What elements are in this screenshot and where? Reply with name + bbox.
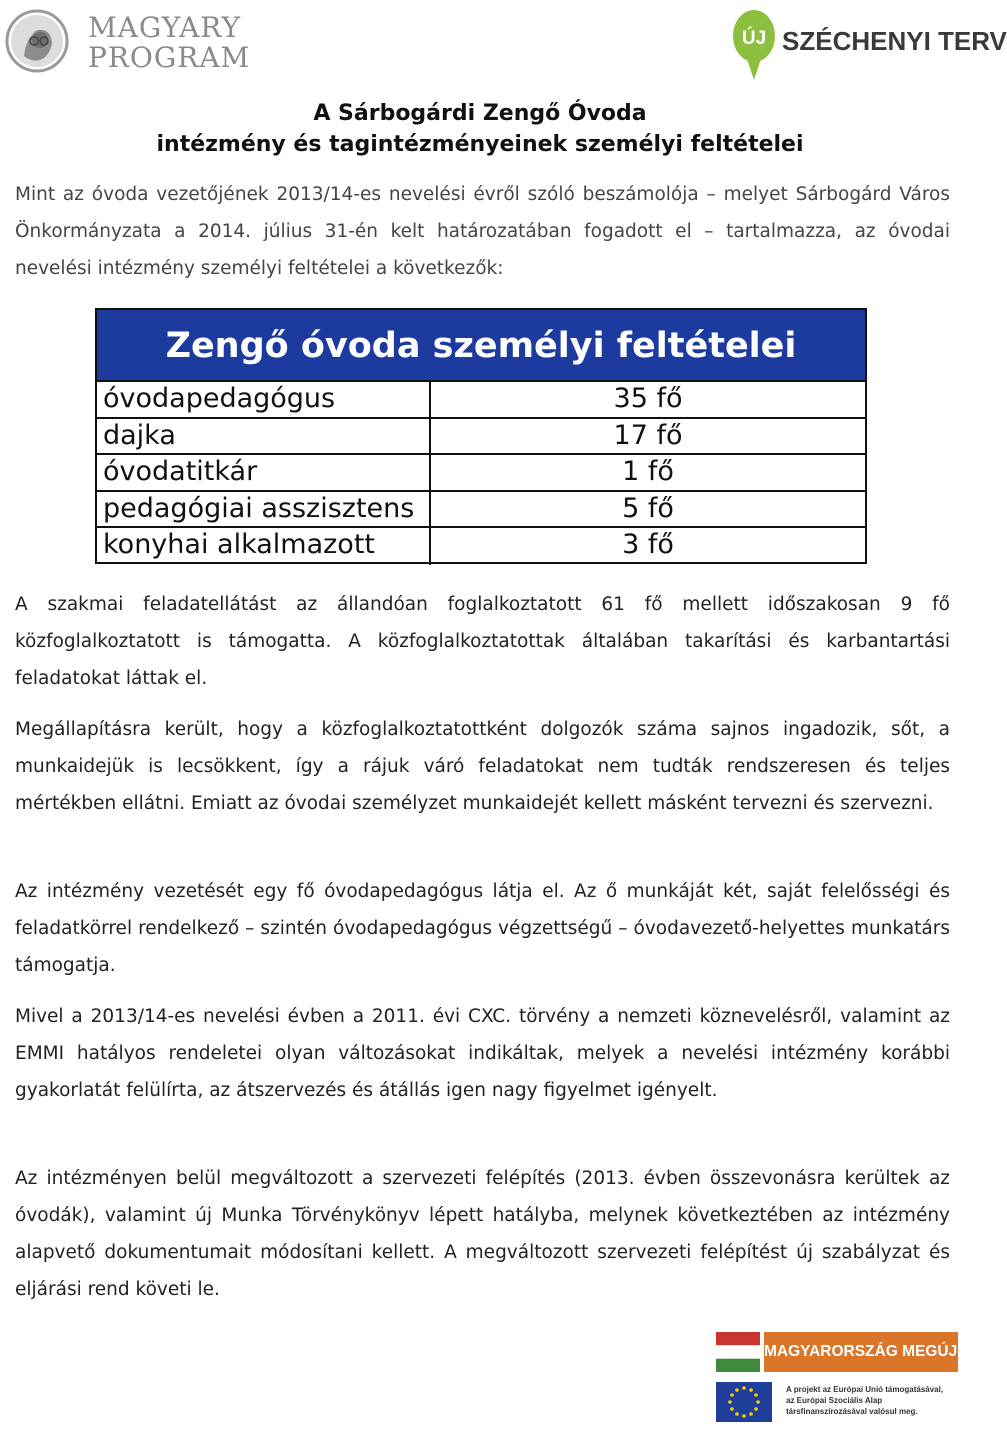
uj-badge-text: ÚJ bbox=[741, 28, 767, 49]
body-paragraph: Az intézmény vezetését egy fő óvodapedagógus látja el. Az ő munkáját két, saját felelősségi és feladatkörrel rendelkező – szintén óvodapedagógus végzettségű – óvodavezető-helyettes munkatárs támogatja. bbox=[15, 881, 950, 976]
magyary-program-logo bbox=[4, 8, 251, 74]
document-title bbox=[0, 98, 960, 160]
eu-support-text bbox=[786, 1384, 958, 1417]
staff-count: 3 fő bbox=[622, 529, 674, 560]
table-row bbox=[97, 492, 865, 529]
staff-count: 17 fő bbox=[613, 419, 683, 451]
body-paragraph: Mivel a 2013/14-es nevelési évben a 2011. évi CXC. törvény a nemzeti köznevelésről, valamint az EMMI hatályos rendeletei olyan változásokat indikáltak, melyek a nevelési intézmény korábbi gyakorlatát felülírta, az átszervezés és átállás igen nagy figyelmet igényelt. bbox=[15, 1006, 950, 1101]
uj-speech-bubble-icon bbox=[732, 6, 780, 82]
szechenyi-terv-logo bbox=[732, 6, 1007, 82]
staff-role: konyhai alkalmazott bbox=[97, 528, 431, 565]
szechenyi-terv-name: SZÉCHENYI TERV bbox=[782, 26, 1007, 56]
title-line-2: intézmény és tagintézményeinek személyi feltételei bbox=[156, 132, 804, 157]
footer-logos bbox=[716, 1330, 978, 1425]
staff-role: óvodatitkár bbox=[97, 455, 431, 490]
staff-role: dajka bbox=[97, 419, 431, 454]
logo-line-2: PROGRAM bbox=[88, 41, 251, 74]
body-paragraph: Az intézményen belül megváltozott a szervezeti felépítés (2013. évben összevonásra kerültek az óvodák), valamint új Munka Törvénykönyv lépett hatályba, melynek következtében az intézmény alapvető dokumentumait módosítani kellett. A megváltozott szervezeti felépítést új szabályzat és eljárási rend követi le. bbox=[15, 1168, 950, 1300]
logo-line-1: MAGYARY bbox=[88, 11, 242, 44]
eu-text-line-1: A projekt az Európai Unió támogatásával, bbox=[786, 1385, 944, 1394]
staff-count: 5 fő bbox=[622, 492, 674, 524]
table-row bbox=[97, 382, 865, 419]
staff-count: 1 fő bbox=[622, 456, 674, 487]
eu-text-line-3: társfinanszírozásával valósul meg. bbox=[786, 1407, 918, 1416]
portrait-medallion-icon bbox=[4, 8, 74, 74]
eu-text-line-2: az Európai Szociális Alap bbox=[786, 1396, 883, 1405]
table-row bbox=[97, 528, 865, 565]
staff-table-heading: Zengő óvoda személyi feltételei bbox=[97, 310, 865, 382]
staff-role: pedagógiai asszisztens bbox=[97, 492, 431, 527]
body-paragraph: Megállapításra került, hogy a közfoglalkoztatottként dolgozók száma sajnos ingadozik, sőt, a munkaidejük is lecsökkent, így a rájuk váró feladatokat nem tudták rendszeresen és teljes mértékben ellátni. Emiatt az óvodai személyzet munkaidejét kellett másként tervezni és szervezni. bbox=[15, 719, 950, 814]
body-paragraph: A szakmai feladatellátást az állandóan foglalkoztatott 61 fő mellett időszakosan 9 fő közfoglalkoztatott is támogatta. A közfoglalkoztatottak általában takarítási és karbantartási feladatokat láttak el. bbox=[15, 594, 950, 689]
eu-flag-icon bbox=[716, 1382, 772, 1422]
staff-table bbox=[95, 308, 867, 564]
table-row bbox=[97, 455, 865, 492]
staff-role: óvodapedagógus bbox=[97, 382, 431, 417]
magyarorszag-megujul-banner: MAGYARORSZÁG MEGÚJUL bbox=[764, 1332, 958, 1372]
table-row bbox=[97, 419, 865, 456]
title-line-1: A Sárbogárdi Zengő Óvoda bbox=[313, 101, 647, 126]
hungarian-flag-icon bbox=[716, 1332, 760, 1372]
intro-paragraph: Mint az óvoda vezetőjének 2013/14-es nevelési évről szóló beszámolója – melyet Sárbogárd Város Önkormányzata a 2014. július 31-én kelt határozatában fogadott el – tartalmazza, az óvodai nevelési intézmény személyi feltételei a következők: bbox=[15, 184, 950, 279]
staff-count: 35 fő bbox=[613, 383, 683, 414]
